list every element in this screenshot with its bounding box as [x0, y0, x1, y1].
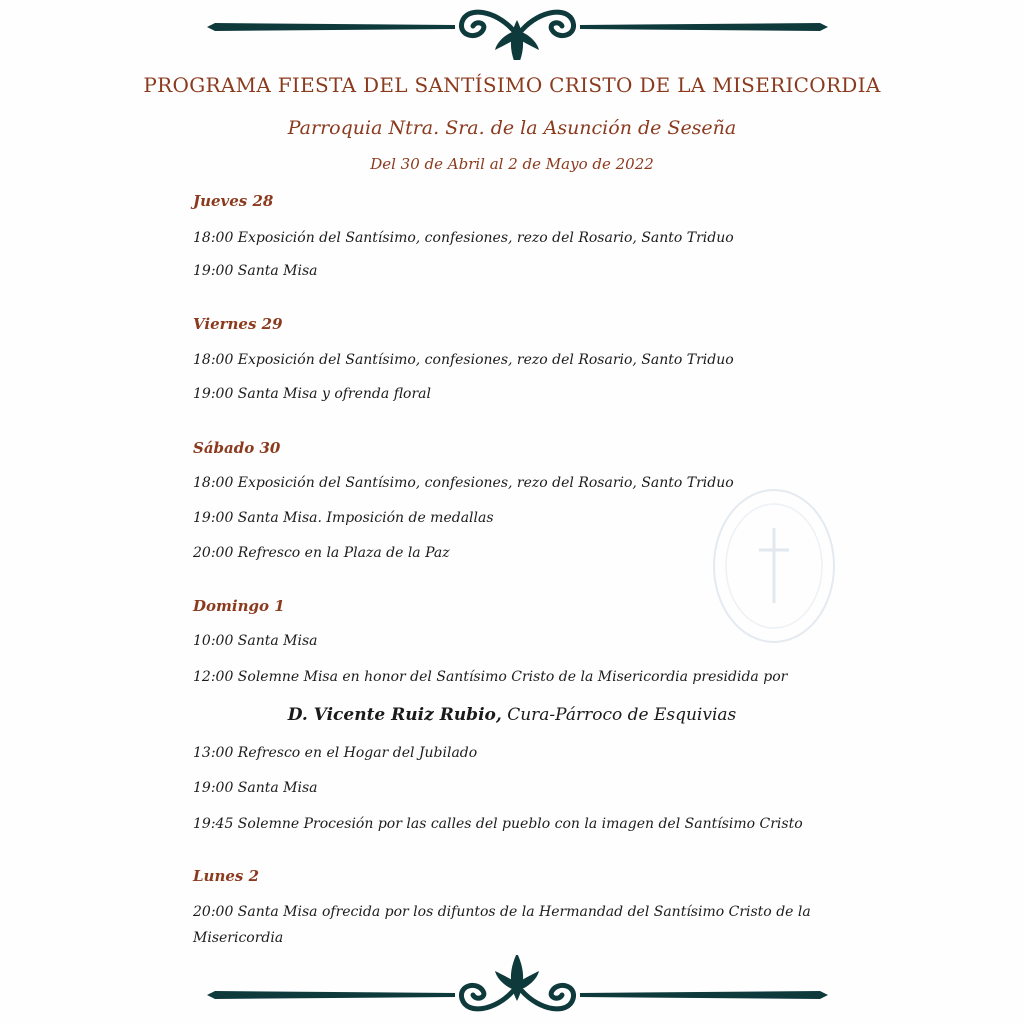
schedule-item: 18:00 Exposición del Santísimo, confesiones, rezo del Rosario, Santo Triduo [193, 475, 734, 491]
schedule-item: 19:00 Santa Misa [193, 263, 318, 279]
schedule-item: 19:45 Solemne Procesión por las calles del pueblo con la imagen del Santísimo Cristo [193, 816, 803, 832]
presider-line [0, 705, 1024, 725]
schedule-item: 19:00 Santa Misa y ofrenda floral [193, 386, 431, 402]
day-heading-sabado: Sábado 30 [193, 439, 281, 457]
day-heading-domingo: Domingo 1 [193, 597, 285, 615]
day-heading-viernes: Viernes 29 [193, 315, 283, 333]
scroll-ornament-icon [205, 0, 830, 60]
page-title: PROGRAMA FIESTA DEL SANTÍSIMO CRISTO DE LA MISERICORDIA [143, 73, 881, 97]
schedule-item: 20:00 Refresco en la Plaza de la Paz [193, 545, 450, 561]
parish-seal-icon [712, 488, 836, 644]
schedule-item: 10:00 Santa Misa [193, 633, 318, 649]
scroll-ornament-icon [205, 955, 830, 1015]
day-heading-lunes: Lunes 2 [193, 867, 260, 885]
schedule-item: 18:00 Exposición del Santísimo, confesiones, rezo del Rosario, Santo Triduo [193, 352, 734, 368]
day-heading-jueves: Jueves 28 [193, 192, 274, 210]
date-range: Del 30 de Abril al 2 de Mayo de 2022 [370, 155, 654, 173]
schedule-item: 20:00 Santa Misa ofrecida por los difuntos de la Hermandad del Santísimo Cristo de la Misericordia [193, 904, 811, 946]
schedule-item: 19:00 Santa Misa [193, 780, 318, 796]
presider-name: D. Vicente Ruiz Rubio, [287, 705, 502, 725]
schedule-item: 13:00 Refresco en el Hogar del Jubilado [193, 745, 478, 761]
parish-name: Parroquia Ntra. Sra. de la Asunción de Seseña [287, 117, 737, 139]
schedule-item: 18:00 Exposición del Santísimo, confesiones, rezo del Rosario, Santo Triduo [193, 230, 734, 246]
presider-role: Cura-Párroco de Esquivias [507, 705, 737, 725]
schedule-item: 12:00 Solemne Misa en honor del Santísimo Cristo de la Misericordia presidida por [193, 669, 788, 685]
schedule-item: 19:00 Santa Misa. Imposición de medallas [193, 510, 494, 526]
